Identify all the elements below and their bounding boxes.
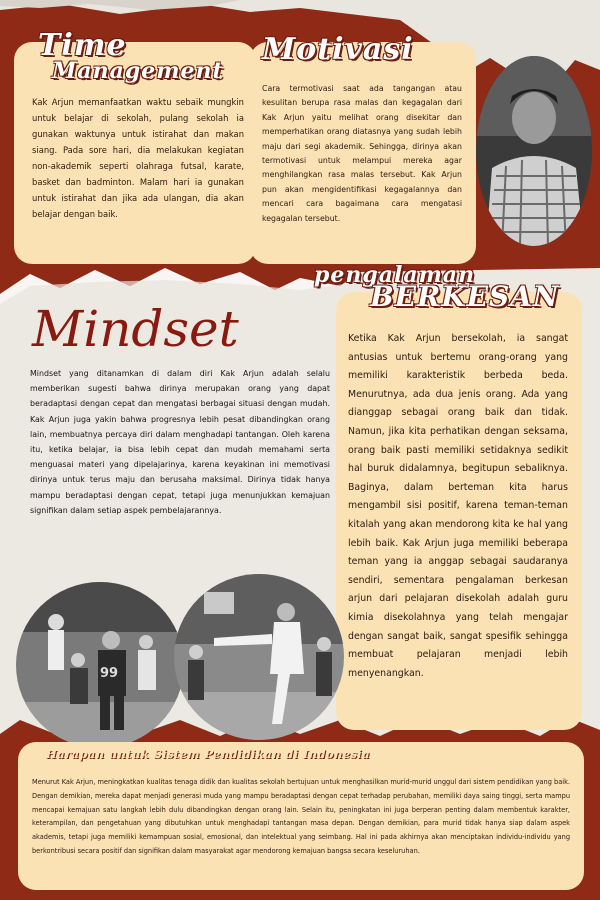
mindset-text-block: [30, 366, 330, 518]
harapan-body: Menurut Kak Arjun, meningkatkan kualitas tenaga didik dan kualitas sekolah bertujuan untuk menghasilkan murid-murid unggul dari sistem pendidikan yang baik. Dengan demikian, mereka dapat menjadi generasi muda yang mampu beradaptasi dengan cepat terhadap perubahan, memiliki daya saing tinggi, serta mampu mencapai kemajuan satu langkah lebih dulu dibandingkan dengan orang lain. Selain itu, peningkatan ini juga berperan penting dalam membentuk karakter, keterampilan, dan pengetahuan yang dibutuhkan untuk menghadapi tantangan masa depan. Dengan demikian, para murid tidak hanya siap dalam aspek akademis, tetapi juga memiliki kemampuan sosial, emosional, dan intelektual yang seimbang. Hal ini pada akhirnya akan menciptakan individu-individu yang berkontribusi secara positif dan signifikan dalam masyarakat agar mendorong kemajuan bangsa secara keseluruhan.: [32, 778, 570, 855]
time-management-body: Kak Arjun memanfaatkan waktu sebaik mungkin untuk belajar di sekolah, pulang sekolah ia gunakan waktunya untuk istirahat dan makan siang. Pada sore hari, dia melakukan kegiatan non-akademik seperti olahraga futsal, karate, basket dan badminton. Malam hari ia gunakan untuk istirahat dan jika ada ulangan, dia akan belajar dengan baik.: [32, 97, 244, 219]
basketball-jersey-number: 99: [100, 666, 119, 681]
pengalaman-title-line1: pengalaman: [314, 262, 476, 288]
pengalaman-body: Ketika Kak Arjun bersekolah, ia sangat antusias untuk bertemu orang-orang yang memiliki karakteristik berbeda beda. Menurutnya, ada dua jenis orang. Ada yang dianggap sebagai orang baik dan tidak. Namun, jika kita perhatikan dengan seksama, orang baik pasti memiliki setidaknya sedikit hal buruk didalamnya, begitupun sebaliknya. Baginya, dalam berteman kita harus mengambil sisi positif, karena teman-teman kitalah yang akan mendorong kita ke hal yang lebih baik. Kak Arjun juga memiliki beberapa teman yang ia anggap sebagai saudaranya sendiri, sementara pengalaman berkesan arjun dari pelajaran disekolah adalah guru kimia disekolahnya yang telah mengajar dengan sangat baik, sangat spesifik sehingga membuat pelajaran menjadi lebih menyenangkan.: [348, 333, 568, 679]
harapan-title: Harapan untuk Sistem Pendidikan di Indonesia: [46, 747, 371, 761]
mindset-title: Mindset: [32, 300, 239, 358]
pengalaman-card: [336, 292, 582, 730]
motivasi-title: Motivasi: [262, 32, 414, 67]
time-management-title-line1: Time: [38, 28, 127, 63]
motivasi-body: Cara termotivasi saat ada tangangan atau kesulitan berupa rasa malas dan kegagalan dari Kak Arjun yaitu melihat orang disekitar dan memperhatikan orang diatasnya yang sudah lebih maju dari segi akademik. Sehingga, dirinya akan termotivasi untuk melampui mereka agar menghilangkan rasa malas tersebut. Kak Arjun pun akan mengidentifikasi kegagalannya dan mencari cara bagaimana cara mengatasi kegagalan tersebut.: [262, 84, 462, 223]
time-management-title-line2: Management: [52, 58, 224, 84]
portrait-photo: [476, 56, 592, 246]
basketball-photo: [16, 582, 184, 748]
motivasi-card: [250, 42, 476, 264]
pengalaman-title-line2: BERKESAN: [370, 280, 560, 313]
harapan-card: [18, 742, 584, 890]
karate-photo: [174, 574, 344, 740]
mindset-body: Mindset yang ditanamkan di dalam diri Kak Arjun adalah selalu memberikan sugesti bahwa dirinya merupakan orang yang dapat beradaptasi dengan cepat dan mengatasi berbagai situasi dengan mudah. Kak Arjun juga yakin bahwa progresnya lebih pesat dibandingkan orang lain, membuatnya percaya diri dalam menghadapi tantangan. Oleh karena itu, ketika belajar, ia bisa lebih cepat dan mudah memahami serta menguasai materi yang dipelajarinya, karena keyakinan ini memotivasi dirinya untuk terus maju dan berusaha maksimal. Dirinya tidak hanya mampu beradaptasi dengan cepat, tetapi juga menunjukkan kemajuan signifikan dalam setiap aspek pembelajarannya.: [30, 369, 330, 515]
